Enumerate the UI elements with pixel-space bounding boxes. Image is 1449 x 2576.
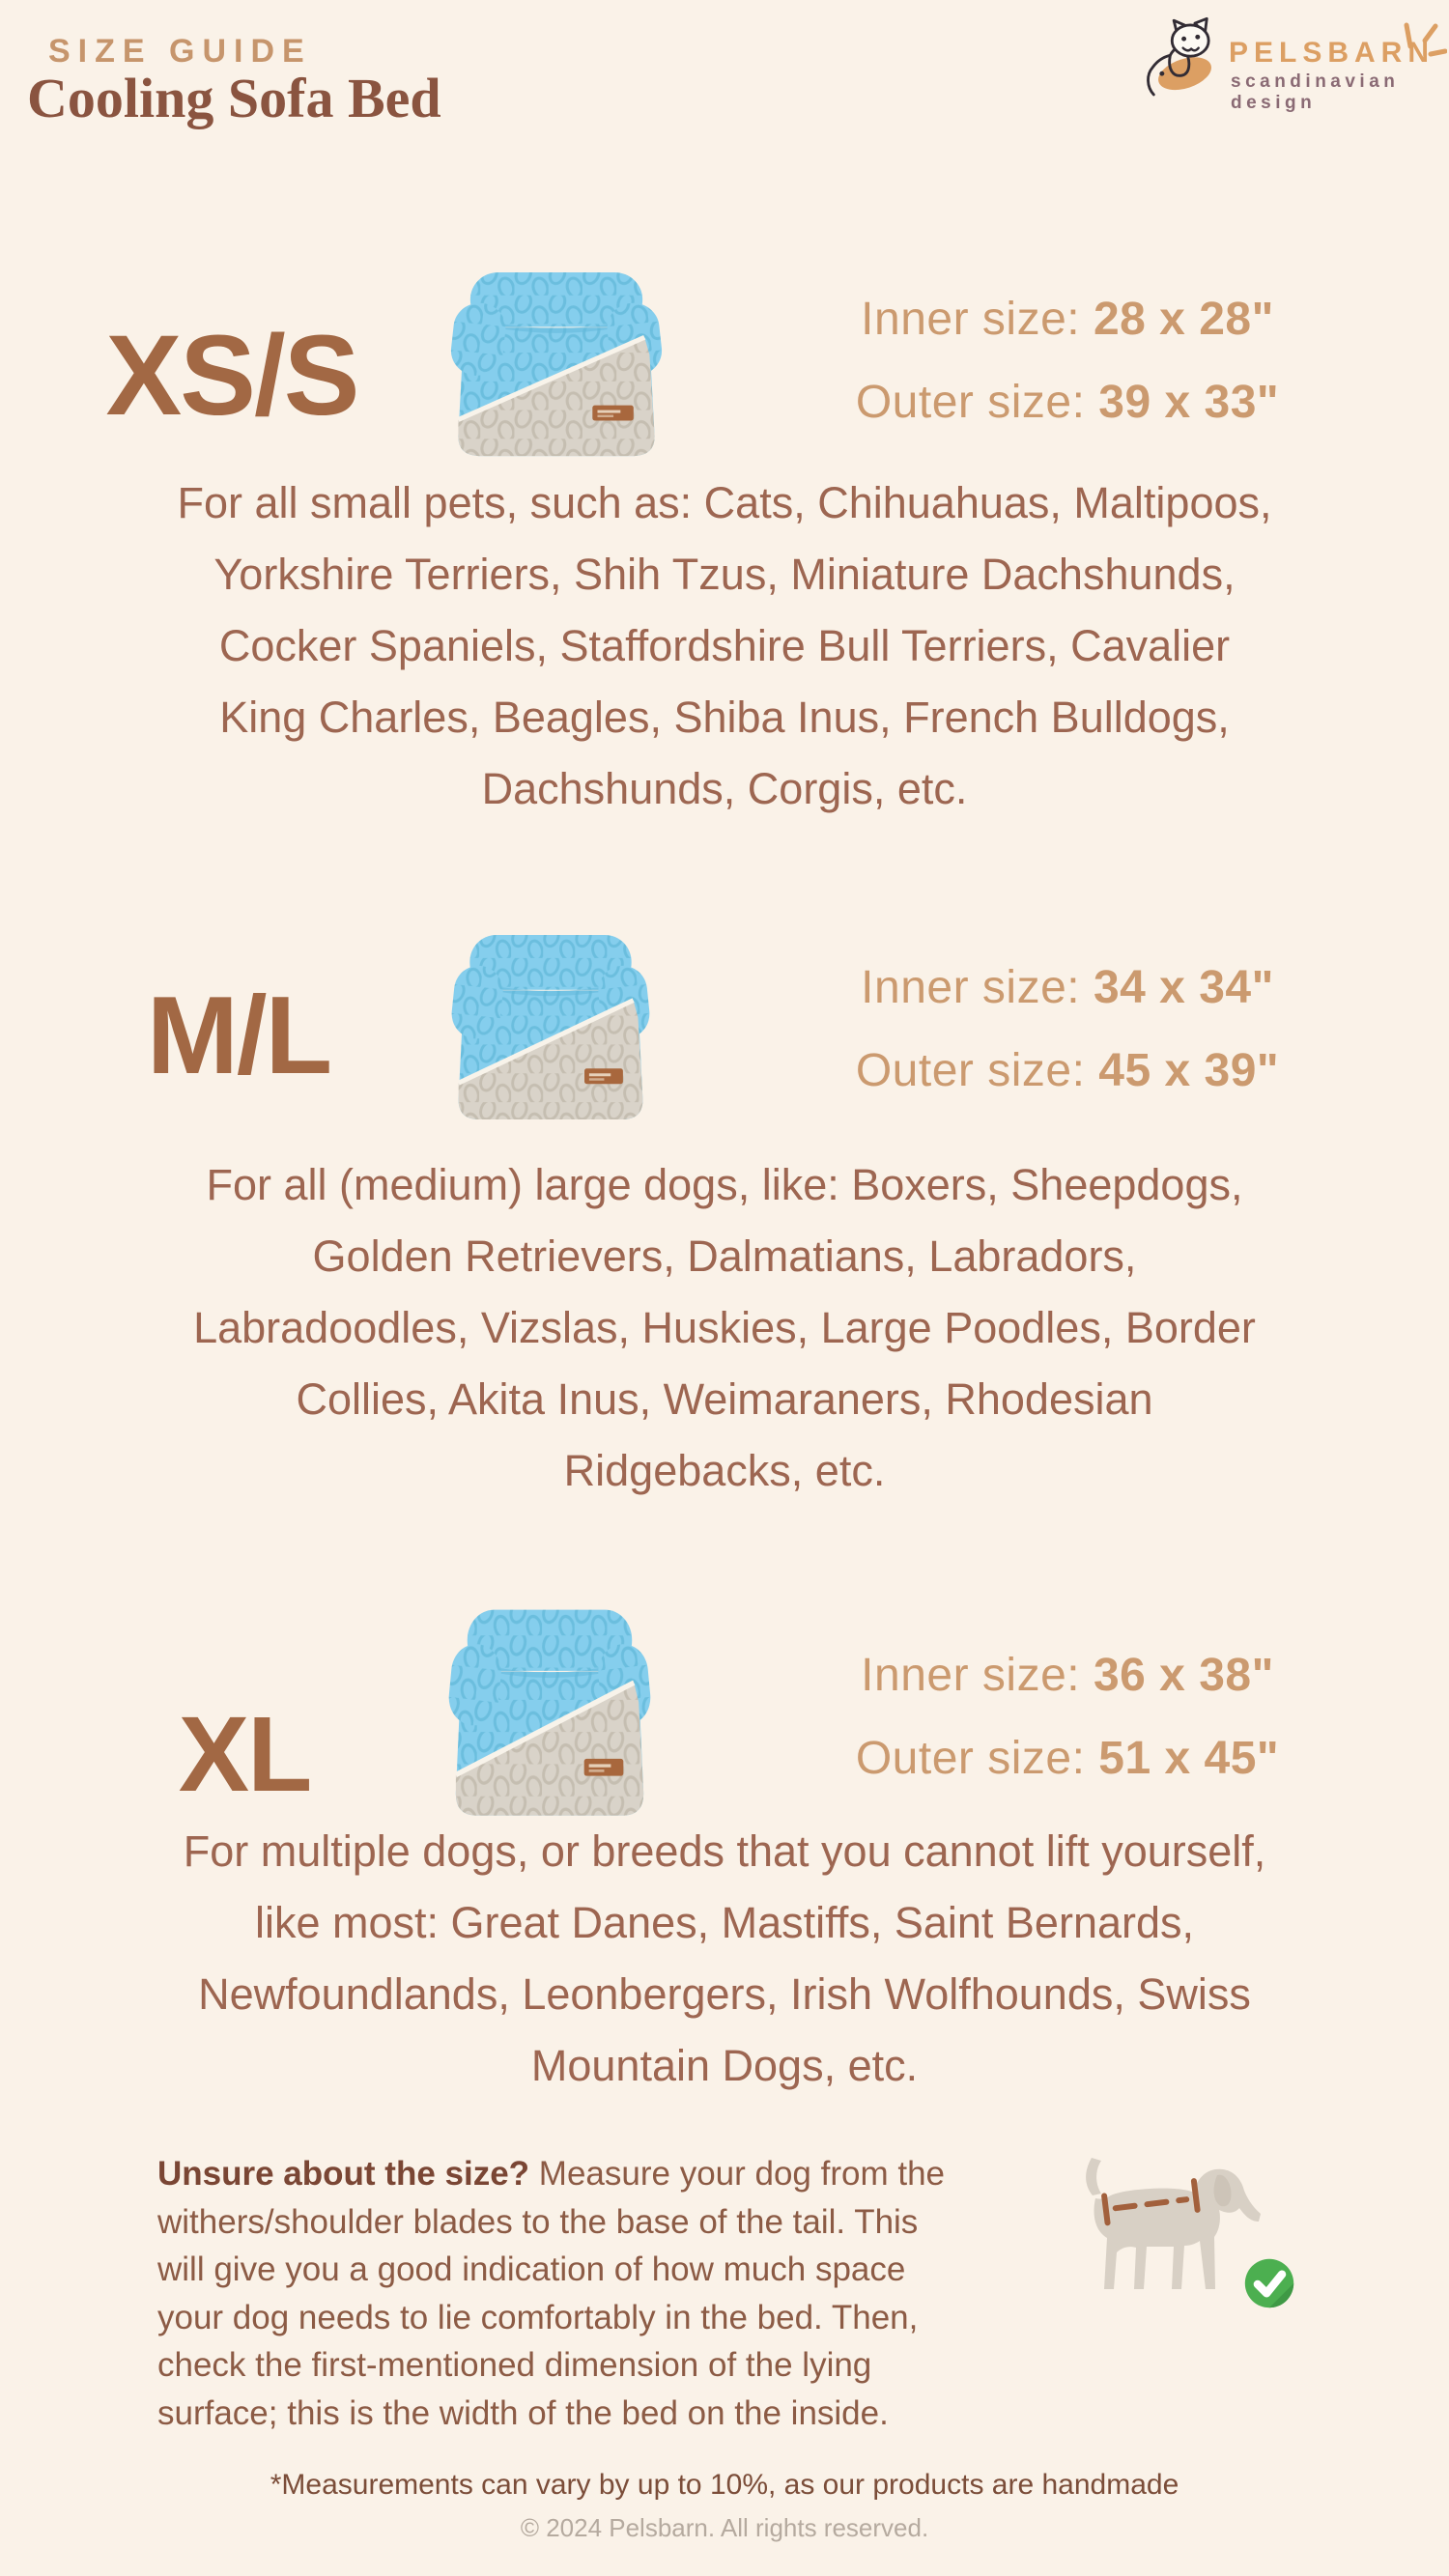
inner-size-value: 34 x 34": [1093, 962, 1274, 1013]
description-line: Labradoodles, Vizslas, Huskies, Large Poodles, Border: [193, 1303, 1256, 1352]
description-line: Collies, Akita Inus, Weimaraners, Rhodesian: [296, 1374, 1153, 1424]
description-line: Yorkshire Terriers, Shih Tzus, Miniature Dachshunds,: [213, 550, 1236, 599]
description-line: Newfoundlands, Leonbergers, Irish Wolfhounds, Swiss: [198, 1969, 1251, 2019]
help-line: check the first-mentioned dimension of the lying: [157, 2346, 872, 2384]
help-lead: Unsure about the size?: [157, 2155, 530, 2193]
inner-size-value: 36 x 38": [1093, 1650, 1274, 1701]
help-line: will give you a good indication of how much space: [157, 2250, 906, 2288]
description-line: Golden Retrievers, Dalmatians, Labradors,: [312, 1231, 1137, 1281]
inner-size-line: [763, 1634, 1372, 1717]
brand-header: [1142, 12, 1435, 113]
help-line: surface; this is the width of the bed on the inside.: [157, 2393, 889, 2432]
inner-size-line: [763, 278, 1372, 361]
outer-size-label: Outer size:: [855, 1045, 1086, 1096]
dimensions-ml: [763, 947, 1372, 1113]
dog-measurement-illustration-icon: [1063, 2146, 1261, 2310]
brand-name: PELSBARN: [1229, 37, 1435, 69]
outer-size-value: 51 x 45": [1098, 1733, 1280, 1784]
size-label-xss: XS/S: [105, 312, 358, 439]
outer-size-value: 45 x 39": [1098, 1045, 1280, 1096]
size-label-ml: M/L: [146, 975, 331, 1097]
description-xl: [0, 1816, 1449, 2102]
page-title: Cooling Sofa Bed: [27, 67, 441, 129]
inner-size-label: Inner size:: [861, 294, 1081, 345]
help-line: withers/shoulder blades to the base of the tail. This: [157, 2202, 919, 2241]
sparkle-icon: [1399, 19, 1447, 62]
outer-size-label: Outer size:: [855, 377, 1086, 428]
product-image-ml: [447, 929, 654, 1131]
inner-size-label: Inner size:: [861, 1650, 1081, 1701]
measurement-disclaimer: *Measurements can vary by up to 10%, as our products are handmade: [270, 2469, 1179, 2501]
outer-size-line: [763, 1030, 1372, 1113]
help-line: [157, 2150, 1046, 2198]
sizing-help-text: [157, 2150, 1046, 2437]
outer-size-value: 39 x 33": [1098, 377, 1280, 428]
green-checkmark-icon: [1242, 2256, 1296, 2310]
inner-size-line: [763, 947, 1372, 1030]
product-image-xss: [446, 267, 667, 467]
description-line: Mountain Dogs, etc.: [530, 2041, 919, 2090]
description-line: King Charles, Beagles, Shiba Inus, French Bulldogs,: [219, 693, 1230, 742]
outer-size-label: Outer size:: [855, 1733, 1086, 1784]
description-xss: [0, 467, 1449, 825]
description-line: Dachshunds, Corgis, etc.: [481, 764, 968, 813]
help-line-rest: Measure your dog from the: [538, 2155, 946, 2193]
size-label-xl: XL: [178, 1695, 311, 1814]
description-line: For all (medium) large dogs, like: Boxers, Sheepdogs,: [206, 1160, 1243, 1209]
size-guide-label: SIZE GUIDE: [48, 33, 312, 70]
description-line: For all small pets, such as: Cats, Chihuahuas, Maltipoos,: [177, 478, 1272, 527]
outer-size-line: [763, 361, 1372, 444]
brand-tagline: scandinavian design: [1231, 71, 1400, 113]
dimensions-xss: [763, 278, 1372, 444]
outer-size-line: [763, 1717, 1372, 1800]
inner-size-label: Inner size:: [861, 962, 1081, 1013]
help-line: your dog needs to lie comfortably in the bed. Then,: [157, 2298, 919, 2336]
description-ml: [0, 1149, 1449, 1507]
copyright-text: © 2024 Pelsbarn. All rights reserved.: [520, 2513, 929, 2542]
cat-dog-logo-icon: [1142, 14, 1229, 105]
product-image-xl: [444, 1603, 655, 1828]
dimensions-xl: [763, 1634, 1372, 1800]
description-line: Ridgebacks, etc.: [563, 1446, 886, 1495]
description-line: For multiple dogs, or breeds that you cannot lift yourself,: [183, 1826, 1266, 1876]
description-line: Cocker Spaniels, Staffordshire Bull Terriers, Cavalier: [218, 621, 1231, 670]
description-line: like most: Great Danes, Mastiffs, Saint Bernards,: [254, 1898, 1195, 1947]
inner-size-value: 28 x 28": [1093, 294, 1274, 345]
